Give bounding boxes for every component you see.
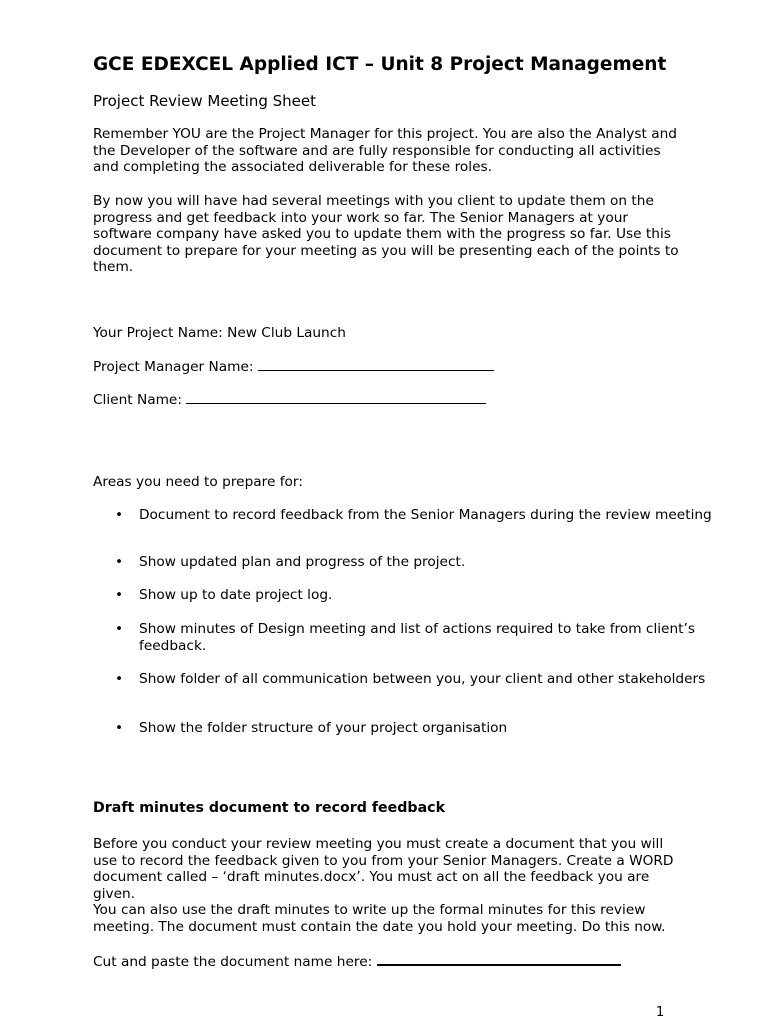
project-manager-label: Project Manager Name: <box>93 359 254 375</box>
list-item <box>93 554 729 571</box>
list-item <box>93 507 729 524</box>
bullet-icon: • <box>115 720 124 736</box>
project-manager-field <box>93 358 494 375</box>
project-name-field: Your Project Name: New Club Launch <box>93 325 346 341</box>
document-name-field <box>93 952 621 970</box>
list-item <box>93 587 729 604</box>
project-manager-blank[interactable] <box>258 358 494 371</box>
list-item-text: Show the folder structure of your project organisation <box>139 720 508 736</box>
list-item <box>93 720 729 737</box>
client-name-label: Client Name: <box>93 392 182 408</box>
document-name-label: Cut and paste the document name here: <box>93 954 373 970</box>
document-subtitle: Project Review Meeting Sheet <box>93 92 316 110</box>
page-number: 1 <box>656 1005 665 1020</box>
bullet-icon: • <box>115 587 124 603</box>
draft-paragraph-2: You can also use the draft minutes to write up the formal minutes for this review meeting. The document must contain the date you hold your meeting. Do this now. <box>93 902 666 935</box>
client-name-field <box>93 391 486 408</box>
draft-minutes-heading: Draft minutes document to record feedback <box>93 800 445 816</box>
draft-paragraph-1: Before you conduct your review meeting you must create a document that you will use to record the feedback given to you from your Senior Managers. Create a WORD document called – ‘draft minutes.docx’. You must act on all the feedback you are given. <box>93 836 674 902</box>
bullet-icon: • <box>115 621 124 637</box>
document-name-blank[interactable] <box>377 952 621 966</box>
bullet-icon: • <box>115 554 124 570</box>
intro-paragraph-1: Remember YOU are the Project Manager for this project. You are also the Analyst and the Developer of the software and are fully responsible for conducting all activities and completing the associated deliverable for these roles. <box>93 126 677 176</box>
list-item-text: Show folder of all communication between you, your client and other stakeholders <box>139 671 706 687</box>
list-item-text: Show minutes of Design meeting and list of actions required to take from client’s feedback. <box>139 621 695 654</box>
list-item-text: Document to record feedback from the Senior Managers during the review meeting <box>139 507 712 523</box>
intro-paragraph-2: By now you will have had several meetings with you client to update them on the progress and get feedback into your work so far. The Senior Managers at your software company have asked you to update them with the progress so far. Use this document to prepare for your meeting as you will be presenting each of the points to them. <box>93 193 679 276</box>
list-item <box>93 671 729 688</box>
document-title: GCE EDEXCEL Applied ICT – Unit 8 Project Management <box>93 54 667 75</box>
list-item-text: Show up to date project log. <box>139 587 333 603</box>
bullet-icon: • <box>115 507 124 523</box>
list-item <box>93 621 729 654</box>
areas-heading: Areas you need to prepare for: <box>93 474 303 490</box>
bullet-icon: • <box>115 671 124 687</box>
list-item-text: Show updated plan and progress of the project. <box>139 554 466 570</box>
client-name-blank[interactable] <box>186 391 486 404</box>
